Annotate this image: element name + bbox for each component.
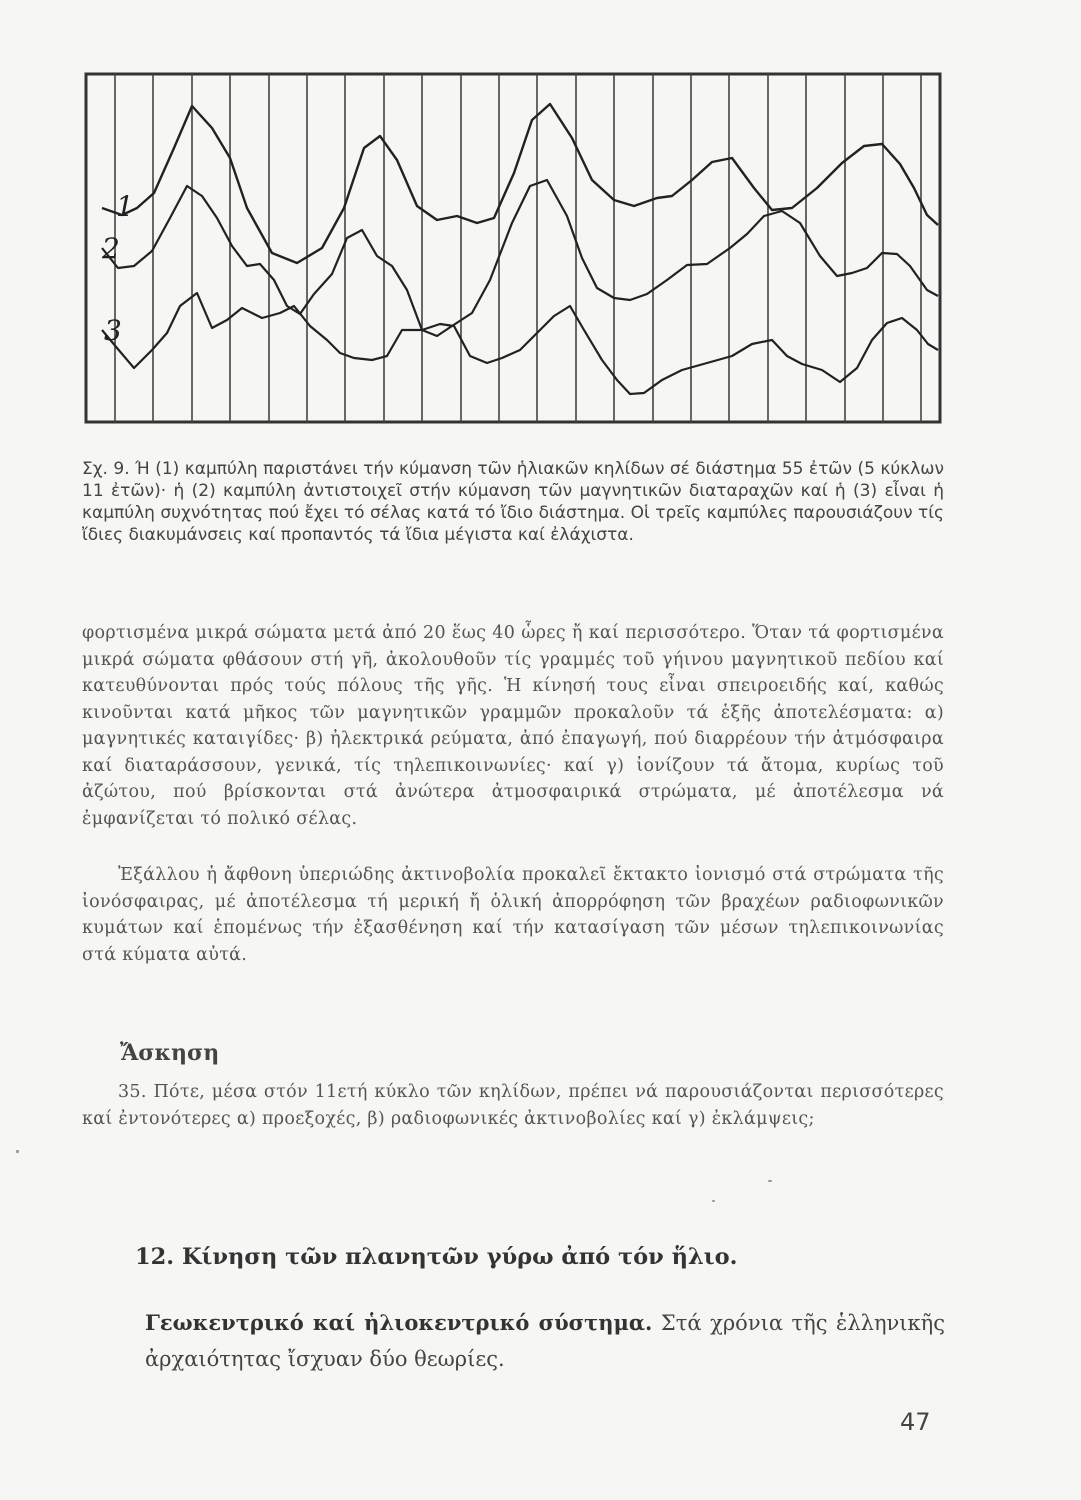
subsection-text: Στά χρόνια τῆς ἑλληνικῆς ἀρχαιότητας ἴσχυαν δύο θεωρίες. xyxy=(145,1311,945,1371)
curve-label-1: 1 xyxy=(116,190,134,223)
figure-caption: Σχ. 9. Ή (1) καμπύλη παριστάνει τήν κύμανση τῶν ἡλιακῶν κηλίδων σέ διάστημα 55 ἐτῶν (5 κύκλων 11 ἐτῶν)· ἡ (2) καμπύλη ἀντιστοιχεῖ στήν κύμανση τῶν μαγνητικῶν διαταραχῶν καί ἡ (3) εἶναι ἡ καμπύλη συχνότητας πού ἔχει τό σέλας κατά τό ἴδιο διάστημα. Οἱ τρεῖς καμπύλες παρουσιάζουν τίς ἴδιες διακυμάνσεις καί προπαντός τά ἴδια μέγιστα καί ἐλάχιστα. xyxy=(82,459,944,545)
curve-label-3: 3 xyxy=(104,314,122,347)
scan-speck xyxy=(768,1180,772,1182)
page-number: 47 xyxy=(900,1408,931,1436)
scan-speck xyxy=(712,1200,715,1202)
body-paragraph: Ἐξάλλου ἡ ἄφθονη ὑπεριώδης ἀκτινοβολία προκαλεῖ ἔκτακτο ἰονισμό στά στρώματα τῆς ἰονόσφαιρας, μέ ἀποτέλεσμα τή μερική ἤ ὁλική ἀπορρόφηση τῶν βραχέων ραδιοφωνικῶν κυμάτων καί ἑπομένως τήν ἐξασθένηση καί τήν κατασίγαση τῶν μέσων τηλεπικοινωνίας στά κύματα αὐτά. xyxy=(82,865,944,965)
body-paragraph: φορτισμένα μικρά σώματα μετά ἀπό 20 ἕως 40 ὧρες ἤ καί περισσότερο. Ὅταν τά φορτισμένα μικρά σώματα φθάσουν στή γῆ, ἀκολουθοῦν τίς γραμμές τοῦ γήινου μαγνητικοῦ πεδίου καί κατευθύνονται πρός τούς πόλους τῆς γῆς. Ἡ κίνησή τους εἶναι σπειροειδής καί, καθώς κινοῦνται κατά μῆκος τῶν μαγνητικῶν γραμμῶν προκαλοῦν τά ἑξῆς ἀποτελέσματα: α) μαγνητικές καταιγίδες· β) ἠλεκτρικά ρεύματα, ἀπό ἐπαγωγή, πού διαρρέουν τήν ἀτμόσφαιρα καί διαταράσσουν, γενικά, τίς τηλεπικοινωνίες· καί γ) ἰονίζουν τά ἄτομα, κυρίως τοῦ ἀζώτου, πού βρίσκονται στά ἀνώτερα ἀτμοσφαιρικά στρώματα, μέ ἀποτέλεσμα νά ἐμφανίζεται τό πολικό σέλας. xyxy=(82,623,944,829)
curve-2-magnetic xyxy=(102,180,938,336)
exercise-question: 35. Πότε, μέσα στόν 11ετή κύκλο τῶν κηλίδων, πρέπει νά παρουσιάζονται περισσότερες καί ἐντονότερες α) προεξοχές, β) ραδιοφωνικές ἀκτινοβολίες καί γ) ἐκλάμψεις; xyxy=(82,1082,944,1129)
solar-cycle-figure xyxy=(82,68,944,428)
section-heading: 12. Κίνηση τῶν πλανητῶν γύρω ἀπό τόν ἥλιο. xyxy=(135,1244,738,1270)
exercise-heading: Ἄσκηση xyxy=(120,1040,220,1066)
subsection-heading: Γεωκεντρικό καί ἡλιοκεντρικό σύστημα. xyxy=(145,1310,653,1335)
figure-grid xyxy=(115,74,921,422)
curve-3-aurora xyxy=(102,293,938,394)
curve-label-2: 2 xyxy=(102,232,120,265)
figure-frame xyxy=(86,74,940,422)
scan-speck xyxy=(16,1150,19,1153)
subsection-paragraph xyxy=(145,1305,945,1377)
